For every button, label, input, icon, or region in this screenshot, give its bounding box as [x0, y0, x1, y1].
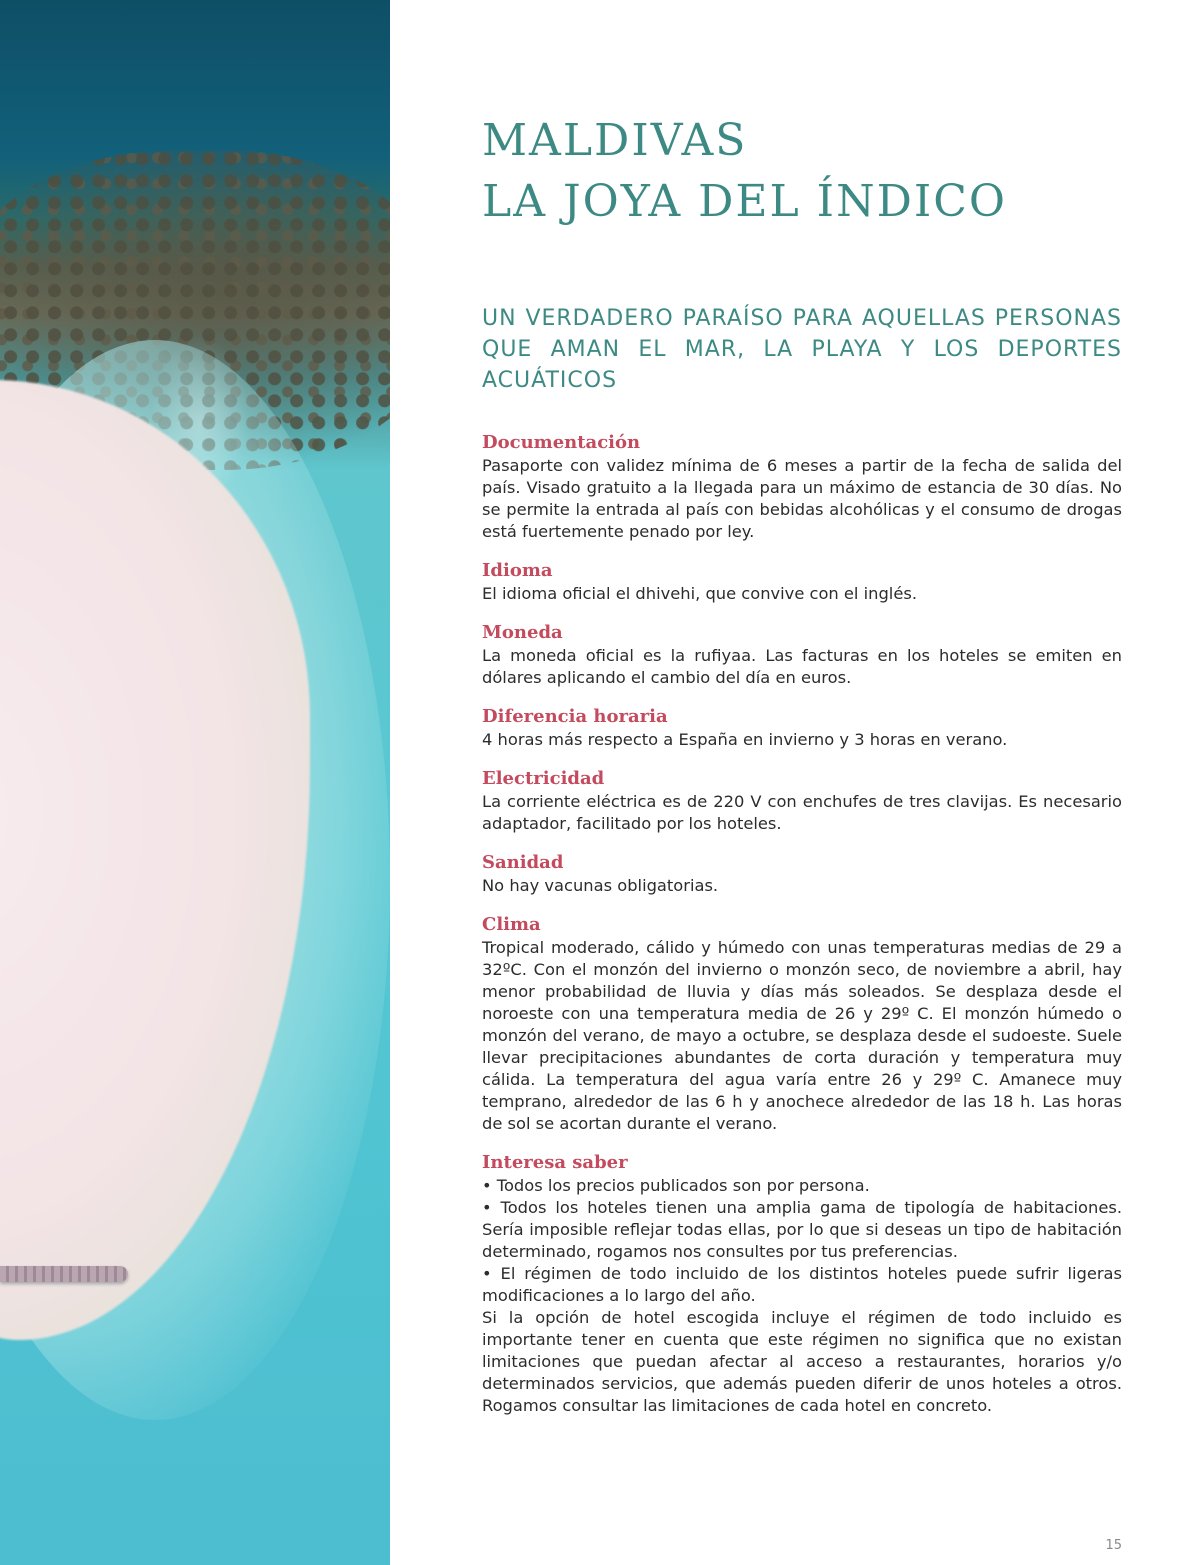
info-section: [482, 851, 1122, 897]
section-text: La corriente eléctrica es de 220 V con enchufes de tres clavijas. Es necesario adaptador, facilitado por los hoteles.: [482, 792, 1122, 833]
section-heading: Clima: [482, 914, 541, 935]
section-text: • Todos los hoteles tienen una amplia gama de tipología de habitaciones. Sería imposible reflejar todas ellas, por lo que si deseas un tipo de habitación determinado, rogamos nos consultes por tus preferencias.: [482, 1198, 1122, 1261]
section-heading: Diferencia horaria: [482, 706, 668, 727]
info-section: [482, 431, 1122, 543]
info-section: [482, 559, 1122, 605]
section-text: No hay vacunas obligatorias.: [482, 876, 719, 895]
section-text: Pasaporte con validez mínima de 6 meses a partir de la fecha de salida del país. Visado gratuito a la llegada para un máximo de estancia de 30 días. No se permite la entrada al país con bebidas alcohólicas y el consumo de drogas está fuertemente penado por ley.: [482, 456, 1122, 541]
section-text: El idioma oficial el dhivehi, que convive con el inglés.: [482, 584, 918, 603]
section-heading: Documentación: [482, 432, 641, 453]
page-subtitle: UN VERDADERO PARAÍSO PARA AQUELLAS PERSONAS QUE AMAN EL MAR, LA PLAYA Y LOS DEPORTES ACUÁTICOS: [482, 306, 1122, 393]
info-section: [482, 621, 1122, 689]
section-text: • Todos los precios publicados son por persona.: [482, 1176, 870, 1195]
info-section: [482, 913, 1122, 1135]
wooden-pier: [0, 1266, 128, 1282]
section-text: La moneda oficial es la rufiyaa. Las facturas en los hoteles se emiten en dólares aplicando el cambio del día en euros.: [482, 646, 1122, 687]
info-section: [482, 1151, 1122, 1417]
section-heading: Electricidad: [482, 768, 605, 789]
aerial-island-photo: [0, 0, 390, 1565]
section-text: Si la opción de hotel escogida incluye el régimen de todo incluido es importante tener en cuenta que este régimen no significa que no existan limitaciones que puedan afectar al acceso a restaurantes, horarios y/o determinados servicios, que además pueden diferir de unos hoteles a otros. Rogamos consultar las limitaciones de cada hotel en concreto.: [482, 1308, 1122, 1415]
title-line-1: MALDIVAS: [482, 115, 748, 166]
section-text: • El régimen de todo incluido de los distintos hoteles puede sufrir ligeras modificaciones a lo largo del año.: [482, 1264, 1122, 1305]
section-heading: Sanidad: [482, 852, 564, 873]
title-line-2: LA JOYA DEL ÍNDICO: [482, 176, 1007, 227]
info-sections: [482, 431, 1122, 1433]
section-heading: Moneda: [482, 622, 563, 643]
section-text: 4 horas más respecto a España en invierno y 3 horas en verano.: [482, 730, 1008, 749]
section-heading: Interesa saber: [482, 1152, 628, 1173]
page-number: 15: [1105, 1538, 1122, 1553]
info-section: [482, 705, 1122, 751]
page-title: [482, 110, 1122, 232]
section-heading: Idioma: [482, 560, 553, 581]
section-text: Tropical moderado, cálido y húmedo con unas temperaturas medias de 29 a 32ºC. Con el monzón del invierno o monzón seco, de noviembre a abril, hay menor probabilidad de lluvia y días más soleados. Se desplaza desde el noroeste con una temperatura media de 26 y 29º C. El monzón húmedo o monzón del verano, de mayo a octubre, se desplaza desde el sudoeste. Suele llevar precipitaciones abundantes de corta duración y temperatura muy cálida. La temperatura del agua varía entre 26 y 29º C. Amanece muy temprano, alrededor de las 6 h y anochece alrededor de las 18 h. Las horas de sol se acortan durante el verano.: [482, 938, 1122, 1133]
info-section: [482, 767, 1122, 835]
